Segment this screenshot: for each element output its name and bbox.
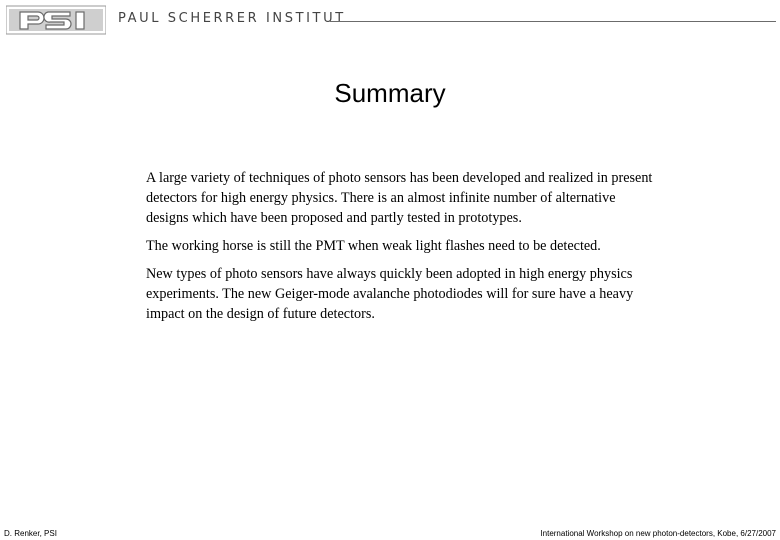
paragraph: A large variety of techniques of photo sensors has been developed and realized in present detectors for high energy physics. There is an almost infinite number of alternative designs which have been proposed and partly tested in prototypes. (146, 170, 653, 226)
footer-event: International Workshop on new photon-detectors, Kobe, 6/27/2007 (540, 529, 776, 538)
footer-author: D. Renker, PSI (4, 529, 57, 538)
slide-title: Summary (334, 78, 446, 108)
institute-name: PAUL SCHERRER INSTITUT (118, 11, 346, 26)
slide-header (0, 0, 780, 40)
header-divider (330, 21, 776, 22)
psi-logo (6, 5, 106, 35)
paragraph: New types of photo sensors have always quickly been adopted in high energy physics experiments. The new Geiger-mode avalanche photodiodes will for sure have a heavy impact on the design of future detectors. (146, 266, 634, 322)
paragraph: The working horse is still the PMT when weak light flashes need to be detected. (146, 238, 601, 254)
slide-body (146, 168, 656, 332)
